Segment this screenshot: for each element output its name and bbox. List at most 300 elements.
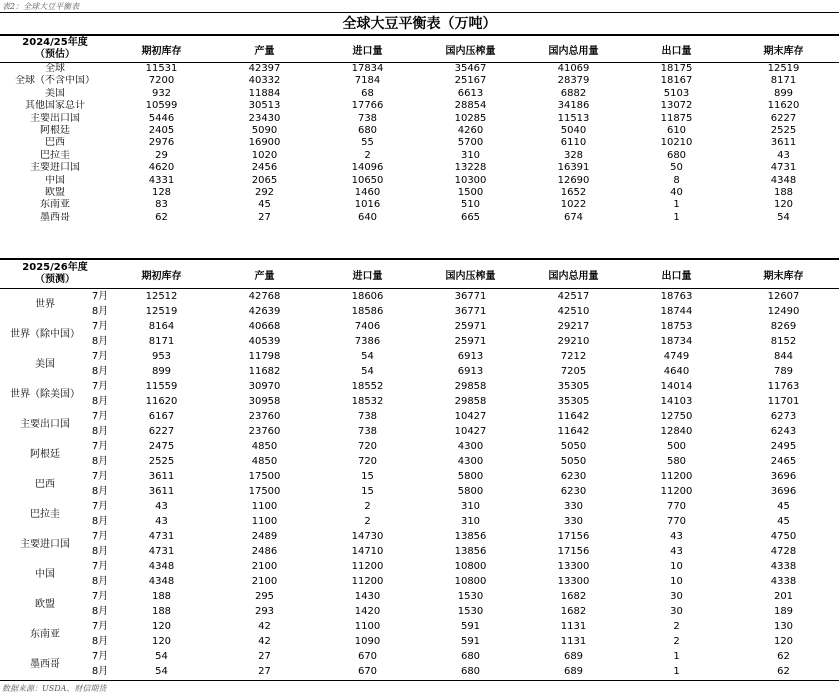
value-cell: 1682 [560,591,587,602]
month-label: 8月 [91,306,109,317]
table-row [0,394,839,409]
month-label: 7月 [91,471,109,482]
value-cell: 18744 [660,306,693,317]
value-cell: 188 [773,187,794,199]
table-row [0,137,839,149]
row-label: 阿根廷 [40,125,70,137]
row-label: 巴西 [45,137,65,149]
value-cell: 8 [673,174,680,186]
value-cell: 4331 [148,174,175,186]
row-label: 中国 [45,174,65,186]
value-cell: 17834 [351,63,384,74]
table-row [0,454,839,469]
value-cell: 15 [361,471,374,482]
value-cell: 2465 [770,456,797,467]
value-cell: 720 [357,456,378,467]
section2-col-header: 期末库存 [763,270,804,282]
month-label: 8月 [91,546,109,557]
value-cell: 12750 [660,411,693,422]
table-row [0,439,839,454]
value-cell: 16900 [248,137,281,149]
value-cell: 10800 [454,561,487,572]
value-cell: 6167 [148,411,175,422]
figure-caption: 表2：全球大豆平衡表 [2,2,80,11]
value-cell: 5800 [457,471,484,482]
month-label: 8月 [91,456,109,467]
value-cell: 2475 [148,441,175,452]
value-cell: 11559 [145,381,178,392]
value-cell: 201 [773,591,794,602]
value-cell: 4300 [457,456,484,467]
table-row [0,544,839,559]
month-label: 7月 [91,381,109,392]
value-cell: 42397 [248,63,281,74]
value-cell: 128 [151,187,172,199]
month-label: 8月 [91,336,109,347]
value-cell: 3611 [148,471,175,482]
table-row [0,604,839,619]
value-cell: 3611 [148,486,175,497]
table-row [0,187,839,199]
value-cell: 610 [666,125,687,137]
value-cell: 188 [151,606,172,617]
value-cell: 30958 [248,396,281,407]
value-cell: 7386 [354,336,381,347]
group-label: 世界（除中国） [10,328,80,340]
value-cell: 12690 [557,174,590,186]
table-row [0,334,839,349]
row-label: 主要出口国 [30,112,80,124]
value-cell: 899 [773,87,794,99]
value-cell: 310 [460,501,481,512]
table-row [0,649,839,664]
value-cell: 4338 [770,561,797,572]
value-cell: 43 [777,149,790,161]
value-cell: 1100 [251,501,278,512]
row-label: 墨西哥 [40,211,70,223]
value-cell: 40 [670,187,683,199]
month-label: 7月 [91,651,109,662]
table-row [0,619,839,634]
value-cell: 738 [357,112,378,124]
value-cell: 670 [357,666,378,677]
month-label: 8月 [91,396,109,407]
section1-label-year: 2024/25年度 [22,37,88,48]
value-cell: 4731 [770,162,797,174]
value-cell: 6230 [560,486,587,497]
value-cell: 14103 [660,396,693,407]
table-row [0,150,839,162]
value-cell: 188 [151,591,172,602]
section2-col-header: 产量 [254,270,275,282]
value-cell: 4300 [457,441,484,452]
value-cell: 11620 [767,100,800,112]
value-cell: 23760 [248,426,281,437]
value-cell: 42 [258,636,271,647]
table-row [0,634,839,649]
value-cell: 2486 [251,546,278,557]
value-cell: 292 [254,187,275,199]
value-cell: 680 [357,125,378,137]
value-cell: 2456 [251,162,278,174]
value-cell: 680 [460,651,481,662]
value-cell: 330 [563,516,584,527]
row-label: 全球（不含中国） [15,75,95,87]
section1-col-header: 期末库存 [763,45,804,57]
value-cell: 13856 [454,531,487,542]
value-cell: 591 [460,621,481,632]
row-label: 美国 [45,87,65,99]
value-cell: 30513 [248,100,281,112]
value-cell: 42 [258,621,271,632]
group-label: 主要出口国 [20,418,70,430]
value-cell: 27 [258,651,271,662]
value-cell: 2065 [251,174,278,186]
value-cell: 4728 [770,546,797,557]
value-cell: 45 [258,199,271,211]
value-cell: 4348 [148,561,175,572]
value-cell: 14730 [351,531,384,542]
value-cell: 689 [563,651,584,662]
bottom-rule [0,680,839,681]
value-cell: 2976 [148,137,175,149]
section2-col-header: 国内压榨量 [445,270,496,282]
value-cell: 34186 [557,100,590,112]
value-cell: 665 [460,211,481,223]
value-cell: 6230 [560,471,587,482]
value-cell: 2405 [148,125,175,137]
table-row [0,125,839,137]
top-rule [0,12,839,13]
section1-col-header: 期初库存 [141,45,182,57]
group-label: 中国 [35,568,55,580]
value-cell: 720 [357,441,378,452]
value-cell: 54 [155,666,168,677]
value-cell: 1530 [457,606,484,617]
value-cell: 8171 [770,75,797,87]
table-row [0,514,839,529]
value-cell: 2489 [251,531,278,542]
group-label: 欧盟 [35,598,55,610]
value-cell: 45 [777,501,790,512]
month-label: 7月 [91,501,109,512]
value-cell: 330 [563,501,584,512]
value-cell: 8269 [770,321,797,332]
value-cell: 11701 [767,396,800,407]
value-cell: 11513 [557,112,590,124]
section1-label [0,36,110,62]
value-cell: 17500 [248,471,281,482]
value-cell: 41069 [557,63,590,74]
section2-table [0,289,839,679]
table-row [0,349,839,364]
value-cell: 2495 [770,441,797,452]
table-row [0,499,839,514]
value-cell: 54 [155,651,168,662]
section2-label [0,261,110,287]
value-cell: 4338 [770,576,797,587]
value-cell: 11620 [145,396,178,407]
value-cell: 17766 [351,100,384,112]
value-cell: 5800 [457,486,484,497]
month-label: 8月 [91,666,109,677]
value-cell: 4850 [251,456,278,467]
value-cell: 11642 [557,426,590,437]
value-cell: 43 [670,531,683,542]
value-cell: 10427 [454,411,487,422]
value-cell: 11200 [351,561,384,572]
month-label: 7月 [91,441,109,452]
month-label: 8月 [91,606,109,617]
group-label: 美国 [35,358,55,370]
table-row [0,162,839,174]
section1-col-header: 进口量 [352,45,383,57]
value-cell: 54 [361,351,374,362]
section2-header [0,261,839,287]
value-cell: 5040 [560,125,587,137]
table-row [0,212,839,224]
value-cell: 42639 [248,306,281,317]
source-note: 数据来源：USDA、财信期货 [2,684,107,693]
value-cell: 310 [460,149,481,161]
table-row [0,88,839,100]
value-cell: 1131 [560,636,587,647]
value-cell: 5050 [560,456,587,467]
value-cell: 54 [361,366,374,377]
value-cell: 23430 [248,112,281,124]
value-cell: 591 [460,636,481,647]
table-row [0,379,839,394]
value-cell: 27 [258,211,271,223]
month-label: 7月 [91,411,109,422]
value-cell: 62 [155,211,168,223]
section1-col-header: 国内压榨量 [445,45,496,57]
value-cell: 1016 [354,199,381,211]
section2-label-year: 2025/26年度 [22,262,88,273]
value-cell: 1022 [560,199,587,211]
value-cell: 6882 [560,87,587,99]
value-cell: 68 [361,87,374,99]
value-cell: 55 [361,137,374,149]
value-cell: 899 [151,366,172,377]
value-cell: 11798 [248,351,281,362]
value-cell: 6110 [560,137,587,149]
value-cell: 4348 [148,576,175,587]
value-cell: 4348 [770,174,797,186]
section-divider [0,258,839,260]
value-cell: 4731 [148,531,175,542]
month-label: 7月 [91,351,109,362]
month-label: 7月 [91,291,109,302]
value-cell: 14014 [660,381,693,392]
section2-col-header: 期初库存 [141,270,182,282]
value-cell: 4260 [457,125,484,137]
month-label: 7月 [91,531,109,542]
value-cell: 42510 [557,306,590,317]
value-cell: 680 [666,149,687,161]
value-cell: 6613 [457,87,484,99]
value-cell: 29 [155,149,168,161]
value-cell: 30 [670,606,683,617]
value-cell: 1460 [354,187,381,199]
value-cell: 4620 [148,162,175,174]
value-cell: 7205 [560,366,587,377]
value-cell: 17500 [248,486,281,497]
table-row [0,469,839,484]
value-cell: 6227 [148,426,175,437]
value-cell: 50 [670,162,683,174]
value-cell: 40668 [248,321,281,332]
value-cell: 83 [155,199,168,211]
value-cell: 11531 [145,63,178,74]
value-cell: 13228 [454,162,487,174]
section1-table [0,63,839,224]
value-cell: 42517 [557,291,590,302]
value-cell: 27 [258,666,271,677]
table-row [0,63,839,75]
section1-label-status: （预估） [35,49,75,60]
value-cell: 10 [670,576,683,587]
value-cell: 1500 [457,187,484,199]
value-cell: 5103 [663,87,690,99]
value-cell: 6273 [770,411,797,422]
value-cell: 13300 [557,561,590,572]
table-row [0,664,839,679]
group-label: 世界（除美国） [10,388,80,400]
value-cell: 3611 [770,137,797,149]
row-label: 全球 [45,63,65,74]
value-cell: 1100 [354,621,381,632]
value-cell: 1020 [251,149,278,161]
value-cell: 29858 [454,381,487,392]
table-row [0,529,839,544]
value-cell: 25971 [454,336,487,347]
value-cell: 580 [666,456,687,467]
value-cell: 12519 [767,63,800,74]
value-cell: 25167 [454,75,487,87]
month-label: 7月 [91,621,109,632]
value-cell: 18734 [660,336,693,347]
month-label: 8月 [91,576,109,587]
table-row [0,409,839,424]
value-cell: 680 [460,666,481,677]
value-cell: 29210 [557,336,590,347]
value-cell: 18532 [351,396,384,407]
value-cell: 1 [673,199,680,211]
value-cell: 2525 [770,125,797,137]
month-label: 8月 [91,636,109,647]
value-cell: 23760 [248,411,281,422]
value-cell: 8171 [148,336,175,347]
value-cell: 1430 [354,591,381,602]
value-cell: 2100 [251,576,278,587]
value-cell: 10210 [660,137,693,149]
value-cell: 1 [673,666,680,677]
value-cell: 12607 [767,291,800,302]
value-cell: 43 [155,516,168,527]
value-cell: 8164 [148,321,175,332]
value-cell: 2100 [251,561,278,572]
table-row [0,589,839,604]
value-cell: 328 [563,149,584,161]
value-cell: 10300 [454,174,487,186]
section1-header [0,36,839,62]
value-cell: 689 [563,666,584,677]
value-cell: 17156 [557,531,590,542]
table-row [0,175,839,187]
value-cell: 12840 [660,426,693,437]
section1-col-header: 国内总用量 [548,45,599,57]
value-cell: 738 [357,411,378,422]
month-label: 7月 [91,321,109,332]
value-cell: 1652 [560,187,587,199]
value-cell: 62 [777,666,790,677]
value-cell: 11884 [248,87,281,99]
value-cell: 35467 [454,63,487,74]
table-row [0,364,839,379]
value-cell: 738 [357,426,378,437]
value-cell: 11875 [660,112,693,124]
group-label: 巴拉圭 [30,508,60,520]
value-cell: 2 [364,149,371,161]
value-cell: 16391 [557,162,590,174]
value-cell: 189 [773,606,794,617]
value-cell: 12490 [767,306,800,317]
value-cell: 1100 [251,516,278,527]
value-cell: 11682 [248,366,281,377]
value-cell: 35305 [557,396,590,407]
table-row [0,559,839,574]
value-cell: 54 [777,211,790,223]
month-label: 8月 [91,366,109,377]
value-cell: 14710 [351,546,384,557]
value-cell: 670 [357,651,378,662]
value-cell: 30970 [248,381,281,392]
value-cell: 3696 [770,486,797,497]
table-row [0,574,839,589]
value-cell: 5700 [457,137,484,149]
row-label: 主要进口国 [30,162,80,174]
value-cell: 674 [563,211,584,223]
table-row [0,199,839,211]
value-cell: 6243 [770,426,797,437]
value-cell: 29217 [557,321,590,332]
value-cell: 12512 [145,291,178,302]
group-label: 世界 [35,298,55,310]
value-cell: 953 [151,351,172,362]
value-cell: 844 [773,351,794,362]
value-cell: 2 [673,621,680,632]
value-cell: 1 [673,651,680,662]
value-cell: 7200 [148,75,175,87]
value-cell: 11200 [660,471,693,482]
value-cell: 11763 [767,381,800,392]
value-cell: 1 [673,211,680,223]
value-cell: 62 [777,651,790,662]
value-cell: 5446 [148,112,175,124]
value-cell: 42768 [248,291,281,302]
value-cell: 29858 [454,396,487,407]
value-cell: 18586 [351,306,384,317]
value-cell: 3696 [770,471,797,482]
value-cell: 310 [460,516,481,527]
table-row [0,289,839,304]
month-label: 7月 [91,561,109,572]
value-cell: 15 [361,486,374,497]
value-cell: 13072 [660,100,693,112]
value-cell: 120 [773,636,794,647]
value-cell: 7212 [560,351,587,362]
